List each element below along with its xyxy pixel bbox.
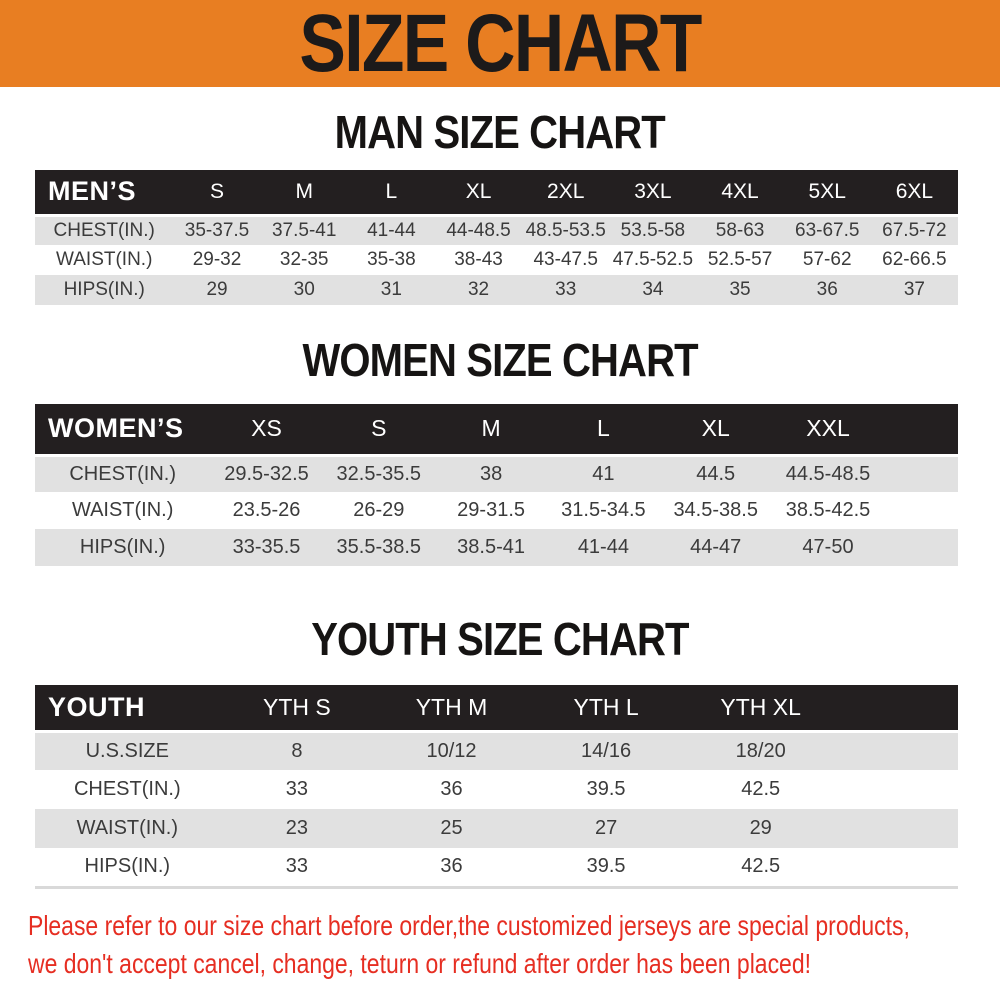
value-cell: 39.5 <box>586 855 626 878</box>
filler-cell <box>838 685 958 731</box>
filler-cell <box>884 455 958 492</box>
value-cell: 33 <box>555 279 577 300</box>
value-cell: 37 <box>903 279 925 300</box>
value-cell: 31.5-34.5 <box>561 499 646 521</box>
filler-cell <box>838 731 958 770</box>
size-header-cell: 5XL <box>784 170 871 215</box>
youth-size-table-wrap <box>35 685 958 889</box>
value-cell: 41 <box>592 462 615 485</box>
value-cell: 38 <box>479 462 503 485</box>
filler-cell <box>884 492 958 529</box>
size-header-cell: XXL <box>772 404 884 455</box>
size-header-cell: YTH L <box>529 685 684 731</box>
table-row <box>35 809 958 848</box>
size-header-cell: L <box>547 404 659 455</box>
table-row <box>35 455 958 492</box>
table-title-cell: YOUTH <box>35 685 220 731</box>
size-header-cell: 6XL <box>871 170 958 215</box>
filler-cell <box>838 848 958 887</box>
value-cell: 43-47.5 <box>533 249 598 270</box>
measure-label-cell: HIPS(IN.) <box>79 536 166 558</box>
filler-cell <box>884 404 958 455</box>
value-cell: 42.5 <box>741 778 781 800</box>
women-section-heading-text: WOMEN SIZE CHART <box>302 334 698 386</box>
table-row <box>35 770 958 809</box>
value-cell: 38.5-42.5 <box>785 499 871 521</box>
table-row <box>35 275 958 305</box>
value-cell: 35.5-38.5 <box>336 536 422 558</box>
value-cell: 36 <box>440 778 463 800</box>
size-header-cell: XL <box>660 404 772 455</box>
value-cell: 32-35 <box>279 249 329 270</box>
size-header-cell: 2XL <box>522 170 609 215</box>
value-cell: 67.5-72 <box>882 219 947 241</box>
women-section-heading <box>0 334 1000 386</box>
table-header-row <box>35 404 958 455</box>
size-header-cell: 4XL <box>696 170 783 215</box>
value-cell: 38-43 <box>454 249 503 270</box>
page-title: SIZE CHART <box>299 0 701 89</box>
disclaimer-text <box>28 907 910 984</box>
measure-label-cell: U.S.SIZE <box>85 739 169 762</box>
table-title-cell: WOMEN’S <box>35 404 210 455</box>
size-header-cell: 3XL <box>609 170 696 215</box>
youth-size-table <box>35 685 958 889</box>
value-cell: 29-31.5 <box>457 499 526 521</box>
size-header-cell: XL <box>435 170 522 215</box>
value-cell: 48.5-53.5 <box>525 219 606 241</box>
value-cell: 62-66.5 <box>882 249 947 270</box>
table-row <box>35 731 958 770</box>
measure-label-cell: CHEST(IN.) <box>69 462 177 485</box>
man-size-table <box>35 170 958 305</box>
value-cell: 18/20 <box>735 739 786 762</box>
size-header-cell: XS <box>210 404 322 455</box>
measure-label-cell: WAIST(IN.) <box>56 249 153 270</box>
value-cell: 29.5-32.5 <box>224 462 309 485</box>
value-cell: 42.5 <box>741 855 781 878</box>
value-cell: 35-37.5 <box>184 219 250 241</box>
measure-label-cell: WAIST(IN.) <box>76 817 179 839</box>
value-cell: 29 <box>749 817 772 839</box>
value-cell: 33 <box>285 855 309 878</box>
value-cell: 47-50 <box>802 536 854 558</box>
table-row <box>35 245 958 275</box>
measure-label-cell: WAIST(IN.) <box>71 499 174 521</box>
value-cell: 33-35.5 <box>232 536 301 558</box>
value-cell: 58-63 <box>715 219 765 241</box>
value-cell: 34 <box>642 279 664 300</box>
value-cell: 32 <box>467 279 490 300</box>
size-header-cell: M <box>435 404 547 455</box>
value-cell: 34.5-38.5 <box>673 499 758 521</box>
value-cell: 27 <box>594 817 618 839</box>
man-section-heading-text: MAN SIZE CHART <box>334 106 666 158</box>
disclaimer-line-2: we don't accept cancel, change, teturn or refund after order has been placed! <box>28 948 811 980</box>
filler-cell <box>838 770 958 809</box>
disclaimer-line-1: Please refer to our size chart before order,the customized jerseys are special products, <box>28 909 910 941</box>
value-cell: 14/16 <box>581 739 632 762</box>
value-cell: 63-67.5 <box>795 219 860 241</box>
table-row <box>35 529 958 566</box>
measure-label-cell: CHEST(IN.) <box>53 219 155 241</box>
table-header-row <box>35 685 958 731</box>
value-cell: 29-32 <box>192 249 242 270</box>
size-header-cell: L <box>348 170 435 215</box>
value-cell: 23 <box>285 817 309 839</box>
women-size-table-wrap <box>35 404 958 566</box>
value-cell: 10/12 <box>426 739 477 762</box>
value-cell: 32.5-35.5 <box>336 462 422 485</box>
value-cell: 36 <box>816 279 838 300</box>
value-cell: 35 <box>729 279 751 300</box>
measure-label-cell: HIPS(IN.) <box>63 279 145 300</box>
table-header-row <box>35 170 958 215</box>
women-size-table <box>35 404 958 566</box>
value-cell: 47.5-52.5 <box>612 249 694 270</box>
table-row <box>35 492 958 529</box>
value-cell: 39.5 <box>586 778 626 800</box>
value-cell: 41-44 <box>577 536 629 558</box>
value-cell: 8 <box>291 739 303 762</box>
measure-label-cell: HIPS(IN.) <box>84 855 171 878</box>
table-row <box>35 215 958 245</box>
table-row <box>35 848 958 887</box>
value-cell: 31 <box>380 279 402 300</box>
value-cell: 41-44 <box>367 219 416 241</box>
man-size-table-wrap <box>35 170 958 305</box>
value-cell: 23.5-26 <box>232 499 301 521</box>
size-chart-banner <box>0 0 1000 87</box>
value-cell: 29 <box>206 279 228 300</box>
man-section-heading <box>0 106 1000 158</box>
value-cell: 26-29 <box>353 499 405 521</box>
value-cell: 44.5-48.5 <box>785 462 871 485</box>
table-title-cell: MEN’S <box>35 170 173 215</box>
value-cell: 36 <box>440 855 463 878</box>
value-cell: 44-47 <box>690 536 742 558</box>
youth-section-heading-text: YOUTH SIZE CHART <box>311 613 689 665</box>
value-cell: 30 <box>293 279 315 300</box>
value-cell: 37.5-41 <box>271 219 337 241</box>
value-cell: 38.5-41 <box>457 536 526 558</box>
size-header-cell: M <box>261 170 348 215</box>
measure-label-cell: CHEST(IN.) <box>73 778 181 800</box>
value-cell: 35-38 <box>367 249 416 270</box>
value-cell: 44.5 <box>696 462 736 485</box>
value-cell: 25 <box>440 817 463 839</box>
size-header-cell: S <box>173 170 260 215</box>
size-header-cell: YTH XL <box>683 685 838 731</box>
filler-cell <box>884 529 958 566</box>
value-cell: 33 <box>285 778 309 800</box>
value-cell: 53.5-58 <box>620 219 686 241</box>
value-cell: 52.5-57 <box>707 249 773 270</box>
filler-cell <box>838 809 958 848</box>
size-header-cell: S <box>323 404 435 455</box>
value-cell: 57-62 <box>802 249 852 270</box>
size-header-cell: YTH M <box>374 685 529 731</box>
value-cell: 44-48.5 <box>446 219 511 241</box>
youth-section-heading <box>0 613 1000 665</box>
size-header-cell: YTH S <box>220 685 375 731</box>
